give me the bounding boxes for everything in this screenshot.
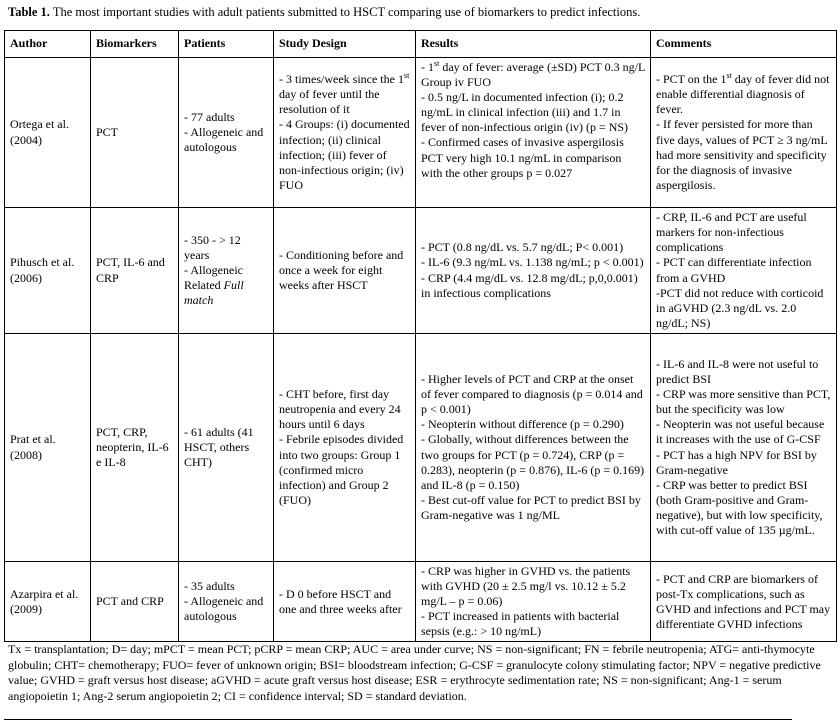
results-line: - Neopterin without difference (p = 0.290): [421, 417, 624, 432]
cell-patients: [179, 208, 274, 334]
header-patients: Patients: [179, 31, 274, 58]
cell-comments: [651, 334, 837, 562]
design-line: - CHT before, first day neutropenia and every 24 hours until 6 days: [279, 387, 401, 432]
patients-line: - 350 - > 12 years: [184, 232, 241, 262]
results-line: - PCT increased in patients with bacterial sepsis (e.g.: > 10 ng/mL): [421, 609, 620, 639]
comments-line: - PCT has a high NPV for BSI by Gram-negative: [656, 447, 817, 477]
table-row: [5, 562, 837, 642]
patients-line: - Allogeneic and autologous: [184, 594, 264, 624]
comments-line: - CRP was better to predict BSI (both Gram-positive and Gram-negative), but with low specificity, with cut-off value of 135 µg/mL.: [656, 477, 823, 537]
comments-line: - Neopterin was not useful because it increases with the use of G-CSF: [656, 417, 825, 447]
patients-line: - 35 adults: [184, 579, 235, 594]
cell-patients: [179, 562, 274, 642]
table-footnote: Tx = transplantation; D= day; mPCT = mean PCT; pCRP = mean CRP; AUC = area under curve; NS = non-significant; FN = febrile neutropenia; ATG= anti-thymocyte globulin; CHT= chemotherapy; FUO= fever of unknown origin; BSI= bloodstream infection; G-CSF = granulocyte colony stimulating factor; NPV = negative predictive value; GVHD = graft versus host disease; aGVHD = acute graft versus host disease; ESR = erythrocyte sedimentation rate; NS = non-significant; Ang-1 = serum angiopoietin 1; Ang-2 serum angiopoietin 2; CI = confidence interval; SD = standard deviation.: [8, 642, 821, 703]
patients-line: - 61 adults (41 HSCT, others CHT): [184, 424, 254, 470]
results-line: - CRP (4.4 mg/dL vs. 12.8 mg/dL; p,0,0.001) in infectious complications: [421, 270, 638, 300]
studies-table: [4, 30, 837, 642]
design-line: - Febrile episodes divided into two groups: Group 1 (confirmed micro infection) and Group 2 (FUO): [279, 432, 404, 507]
table-row: [5, 334, 837, 562]
cell-author: Prat et al. (2008): [5, 334, 91, 562]
comments-line: - If fever persisted for more than five days, values of PCT ≥ 3 ng/mL had more sensitivity and specificity for the diagnosis of invasive aspergilosis.: [656, 117, 828, 192]
cell-biomarkers: PCT: [91, 58, 179, 208]
results-line: - Best cut-off value for PCT to predict BSI by Gram-negative was 1 ng/ML: [421, 492, 641, 522]
results-line: - Confirmed cases of invasive aspergilosis PCT very high 10.1 ng/mL in comparison with the other groups p = 0.027: [421, 135, 624, 180]
cell-design: [274, 334, 416, 562]
comments-line: -PCT did not reduce with corticoid in aGVHD (2.3 ng/dL vs. 2.0 ng/dL; NS): [656, 285, 824, 330]
cell-author: Ortega et al. (2004): [5, 58, 91, 208]
cell-results: [416, 58, 651, 208]
table-caption: [8, 4, 640, 20]
design-line: - 3 times/week since the 1st day of fever until the resolution of it: [279, 71, 410, 117]
cell-design: [274, 58, 416, 208]
cell-design: [274, 208, 416, 334]
cell-design: [274, 562, 416, 642]
cell-biomarkers: PCT, IL-6 and CRP: [91, 208, 179, 334]
header-comments: Comments: [651, 31, 837, 58]
design-line: - 4 Groups: (i) documented infection; (ii) clinical infection; (iii) fever of non-infectious origin; (iv) FUO: [279, 117, 410, 192]
caption-label: Table 1.: [8, 5, 50, 19]
cell-results: [416, 208, 651, 334]
results-line: - PCT (0.8 ng/dL vs. 5.7 ng/dL; P< 0.001): [421, 240, 624, 255]
results-line: - IL-6 (9.3 ng/mL vs. 1.138 ng/mL; p < 0.001): [421, 255, 644, 270]
header-author: Author: [5, 31, 91, 58]
comments-line: - CRP was more sensitive than PCT, but the specificity was low: [656, 387, 831, 417]
comments-line: - PCT can differentiate infection from a GVHD: [656, 255, 812, 285]
cell-comments: [651, 562, 837, 642]
cell-comments: [651, 58, 837, 208]
comments-line: - PCT on the 1st day of fever did not enable differential diagnosis of fever.: [656, 71, 830, 117]
results-line: - 0.5 ng/L in documented infection (i); 0.2 ng/mL in clinical infection (iii) and 1.7 in fever of non-infectious origin (iv) (p = NS): [421, 90, 629, 135]
design-line: - Conditioning before and once a week for eight weeks after HSCT: [279, 247, 404, 293]
patients-line: - Allogeneic and autologous: [184, 124, 264, 155]
comments-line: - PCT and CRP are biomarkers of post-Tx complications, such as GVHD and infections and PCT may differentiate GVHD infections: [656, 571, 831, 631]
patients-line: - Allogeneic Related Full match: [184, 262, 244, 308]
cell-author: Pihusch et al. (2006): [5, 208, 91, 334]
cell-author: Azarpira et al. (2009): [5, 562, 91, 642]
comments-line: - IL-6 and IL-8 were not useful to predict BSI: [656, 356, 819, 387]
cell-results: [416, 334, 651, 562]
cell-biomarkers: PCT and CRP: [91, 562, 179, 642]
cell-biomarkers: PCT, CRP, neopterin, IL-6 e IL-8: [91, 334, 179, 562]
comments-line: - CRP, IL-6 and PCT are useful markers for non-infectious complications: [656, 210, 807, 255]
footnote-divider: [4, 719, 792, 720]
cell-comments: [651, 208, 837, 334]
cell-patients: [179, 334, 274, 562]
header-results: Results: [416, 31, 651, 58]
table-row: [5, 58, 837, 208]
results-line: - CRP was higher in GVHD vs. the patients with GVHD (20 ± 2.5 mg/l vs. 10.12 ± 5.2 mg/L – p = 0.06): [421, 564, 631, 609]
table-row: [5, 208, 837, 334]
header-biomarkers: Biomarkers: [91, 31, 179, 58]
patients-line: - 77 adults: [184, 109, 235, 124]
results-line: - Globally, without differences between the two groups for PCT (p = 0.724), CRP (p = 0.283), neopterin (p = 0.876), IL-6 (p = 0.169) and IL-8 (p = 0.150): [421, 432, 645, 492]
cell-patients: [179, 58, 274, 208]
design-line: - D 0 before HSCT and one and three weeks after: [279, 586, 402, 616]
caption-text: The most important studies with adult patients submitted to HSCT comparing use of biomarkers to predict infections.: [49, 5, 641, 19]
results-line: - 1st day of fever: average (±SD) PCT 0.3 ng/L Group iv FUO: [421, 59, 645, 90]
header-study-design: Study Design: [274, 31, 416, 58]
table-header-row: [5, 31, 837, 58]
cell-results: [416, 562, 651, 642]
results-line: - Higher levels of PCT and CRP at the onset of fever compared to diagnosis (p = 0.014 and p < 0.001): [421, 372, 643, 417]
